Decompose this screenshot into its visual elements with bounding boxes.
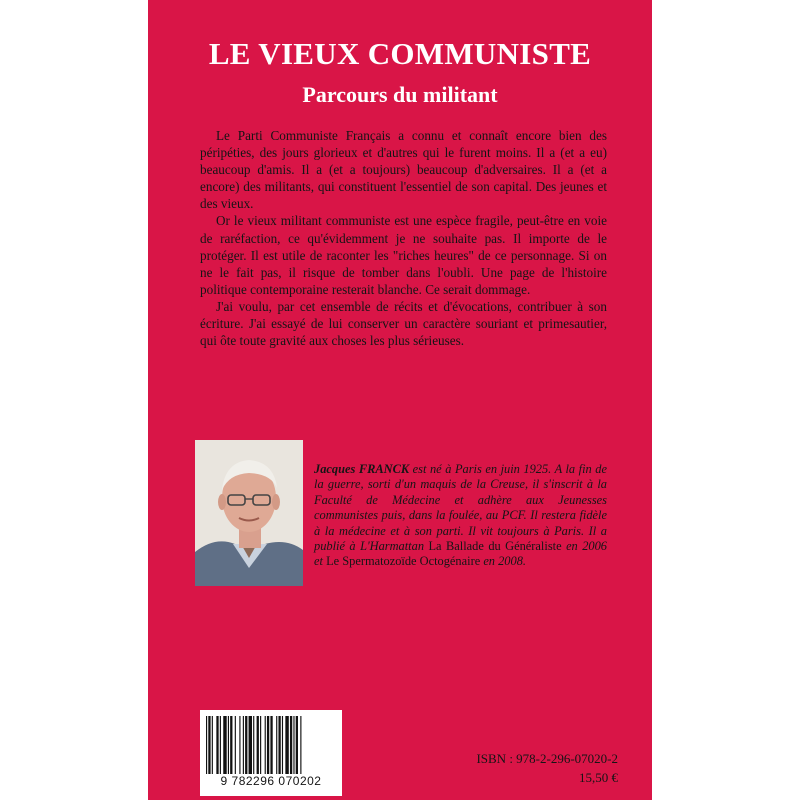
blurb-paragraph-1: Le Parti Communiste Français a connu et connaît encore bien des péripéties, des jours glorieux et d'autres qui le furent moins. Il a (et a eu) beaucoup d'amis. Il a (et a toujours) beaucoup d'adversaires. Il a (et a encore) des militants, qui constituent l'essentiel de son capital. Des jeunes et des vieux. <box>200 128 607 212</box>
barcode-bars <box>204 716 338 774</box>
book-year-2: en 2008. <box>483 554 526 569</box>
author-bio <box>314 462 607 570</box>
author-bio-text: est né à Paris en juin 1925. A la fin de la guerre, sorti d'un maquis de la Creuse, il s'inscrit à la Faculté de Médecine et adhère aux Jeunesses communistes puis, dans la foulée, au PCF. Il restera fidèle à la médecine et à son parti. Il vit toujours à Paris. Il a publié à L'Harmattan <box>314 462 607 554</box>
book-title: LE VIEUX COMMUNISTE <box>208 36 592 71</box>
author-photo <box>195 440 303 586</box>
price: 15,50 € <box>579 770 618 785</box>
isbn: ISBN : 978-2-296-07020-2 <box>476 751 618 766</box>
bio-connector: et <box>314 554 323 569</box>
book-subtitle: Parcours du militant <box>302 82 498 107</box>
book-year-1: en 2006 <box>566 539 607 554</box>
back-cover <box>148 0 652 800</box>
author-name: Jacques FRANCK <box>314 462 410 476</box>
blurb <box>200 127 607 349</box>
barcode-digits: 9 782296 070202 <box>220 774 322 788</box>
book-title-2: Le Spermatozoïde Octogénaire <box>326 554 481 569</box>
blurb-paragraph-3: J'ai voulu, par cet ensemble de récits et d'évocations, contribuer à son écriture. J'ai essayé de lui conserver un caractère souriant et primesautier, qui ôte toute gravité aux choses les plus sérieuses. <box>200 298 607 349</box>
blurb-paragraph-2: Or le vieux militant communiste est une espèce fragile, peut-être en voie de raréfaction, ce qu'évidemment je ne souhaite pas. Il importe de le protéger. Il est utile de raconter les "riches heures" de ce personnage. Si on ne le fait pas, il risque de tomber dans l'oubli. Une page de l'histoire politique contemporaine resterait blanche. Ce serait dommage. <box>200 213 607 297</box>
barcode <box>200 710 342 796</box>
book-title-1: La Ballade du Généraliste <box>428 539 562 554</box>
